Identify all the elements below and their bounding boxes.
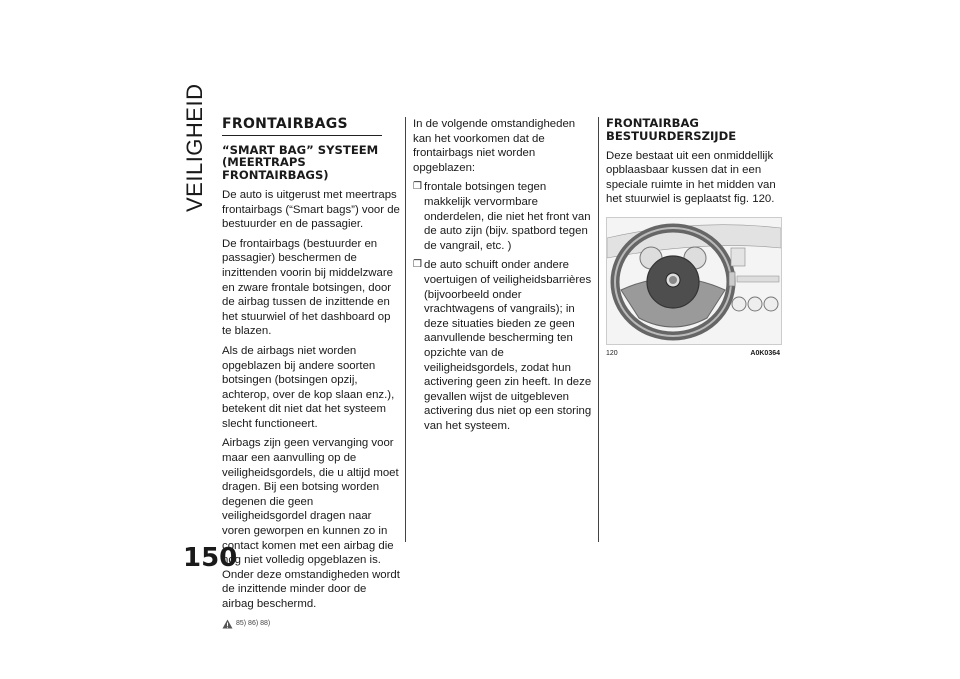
- warning-icon: [222, 619, 233, 629]
- paragraph: De frontairbags (bestuurder en passagier) beschermen de inzittenden voorin bij middelzware en zware frontale botsingen, door de airbag tussen de inzittende en het stuurwiel of het dashboard op te blazen.: [222, 237, 393, 338]
- column-divider: [598, 117, 599, 542]
- subsection-title: “SMART BAG” SYSTEEM (MEERTRAPS FRONTAIRBAGS): [222, 142, 379, 183]
- paragraph: Deze bestaat uit een onmiddellijk opblaasbaar kussen dat in een speciale ruimte in het midden van het stuurwiel is geplaatst fig. 120.: [606, 149, 776, 206]
- paragraph: Airbags zijn geen vervanging voor maar een aanvulling op de veiligheidsgordels, die u altijd moet dragen. Bij een botsing worden degenen die geen veiligheidsgordel dragen naar voren geworpen en kunnen zo in contact komen met een airbag die nog niet volledig opgeblazen is. Onder deze omstandigheden wordt de inzittende minder door de airbag beschermd.: [222, 437, 400, 611]
- warning-reference: [222, 617, 400, 632]
- subsection-title: FRONTAIRBAG BESTUURDERSZIJDE: [606, 116, 737, 143]
- checkbox-bullet-icon: ❒: [413, 181, 422, 193]
- column-2: [413, 117, 593, 438]
- warning-reference-text: 85) 86) 88): [236, 619, 271, 627]
- paragraph: In de volgende omstandigheden kan het voorkomen dat de frontairbags niet worden opgeblazen:: [413, 118, 576, 174]
- column-1: [222, 117, 400, 631]
- figure-caption: [606, 347, 780, 362]
- figure-code: A0K0364: [750, 349, 780, 357]
- list-item-text: de auto schuift onder andere voertuigen of veiligheidsbarrières (bijvoorbeeld onder vrachtwagens of vangrails); in deze situaties bieden ze geen aanvullende bescherming ten opzichte van de veiligheidsgordels, zodat hun activering geen zin heeft. In deze gevallen wijst de uitgebleven activering dus niet op een storing van het systeem.: [424, 259, 592, 432]
- paragraph: Als de airbags niet worden opgeblazen bij andere soorten botsingen (botsingen opzij, achterop, over de kop slaan enz.), betekent dit niet dat het systeem slecht functioneert.: [222, 344, 395, 430]
- figure-number: 120: [606, 349, 618, 357]
- list-item-text: frontale botsingen tegen makkelijk vervormbare onderdelen, die niet het front van de auto zijn (bijv. spatbord tegen de vangrail, etc. ): [424, 181, 591, 252]
- page-number: 150: [183, 543, 238, 573]
- steering-wheel-illustration: [607, 218, 781, 344]
- column-3: [606, 117, 780, 362]
- section-title: FRONTAIRBAGS: [222, 117, 382, 136]
- list-item: [413, 258, 593, 433]
- paragraph: De auto is uitgerust met meertraps frontairbags (“Smart bags”) voor de bestuurder en de passagier.: [222, 188, 400, 231]
- list-item: [413, 180, 593, 253]
- steering-wheel-figure: [606, 217, 782, 345]
- checkbox-bullet-icon: ❒: [413, 259, 422, 271]
- side-section-tab: [178, 83, 212, 212]
- column-divider: [405, 117, 406, 542]
- side-section-label: VEILIGHEID: [182, 83, 207, 212]
